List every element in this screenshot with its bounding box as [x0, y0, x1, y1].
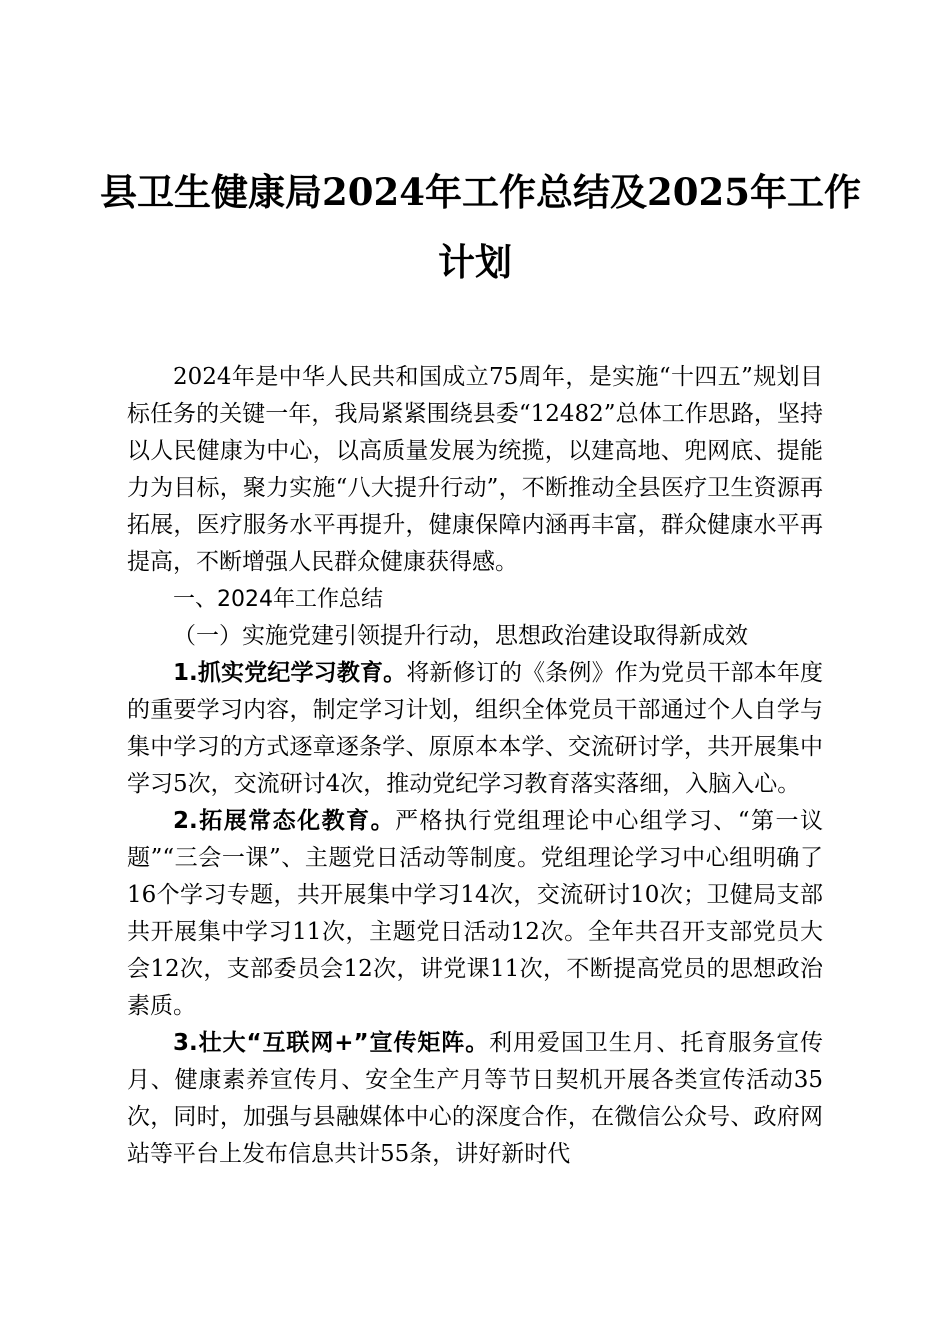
- item-text-1: 将新修订的《条例》作为党员干部本年度的重要学习内容，制定学习计划，组织全体党员干部通过个人自学与集中学习的方式逐章逐条学、原原本本学、交流研讨学，共开展集中学习5次，交流研讨4次，推动党纪学习教育落实落细，入脑入心。: [127, 660, 824, 797]
- section-heading: 一、2024年工作总结: [173, 587, 383, 612]
- intro-paragraph: 2024年是中华人民共和国成立75周年，是实施“十四五”规划目标任务的关键一年，我局紧紧围绕县委“12482”总体工作思路，坚持以人民健康为中心，以高质量发展为统揽，以建高地、兜网底、提能力为目标，聚力实施“八大提升行动”，不断推动全县医疗卫生资源再拓展，医疗服务水平再提升，健康保障内涵再丰富，群众健康水平再提高，不断增强人民群众健康获得感。: [127, 364, 823, 575]
- subsection-heading: （一）实施党建引领提升行动，思想政治建设取得新成效: [173, 623, 748, 649]
- item-text-3: 利用爱国卫生月、托育服务宣传月、健康素养宣传月、安全生产月等节日契机开展各类宣传活动35次，同时，加强与县融媒体中心的深度合作，在微信公众号、政府网站等平台上发布信息共计55条，讲好新时代: [127, 1030, 824, 1167]
- item-text-2: 严格执行党组理论中心组学习、“第一议题”“三会一课”、主题党日活动等制度。党组理论学习中心组明确了16个学习专题，共开展集中学习14次，交流研讨10次；卫健局支部共开展集中学习11次，主题党日活动12次。全年共召开支部党员大会12次，支部委员会12次，讲党课11次，不断提高党员的思想政治素质。: [127, 808, 823, 1019]
- document-title-line-1: 县卫生健康局2024年工作总结及2025年工作: [100, 170, 861, 214]
- document-title-line-2: 计划: [438, 240, 512, 284]
- item-paragraph-1: [127, 655, 823, 803]
- document-body: [127, 359, 823, 1173]
- item-lead-1: 1.抓实党纪学习教育。: [173, 660, 407, 686]
- item-paragraph-3: [127, 1025, 823, 1173]
- item-lead-3: 3.壮大“互联网+”宣传矩阵。: [173, 1030, 490, 1056]
- item-paragraph-2: [127, 803, 823, 1025]
- item-lead-2: 2.拓展常态化教育。: [173, 808, 396, 834]
